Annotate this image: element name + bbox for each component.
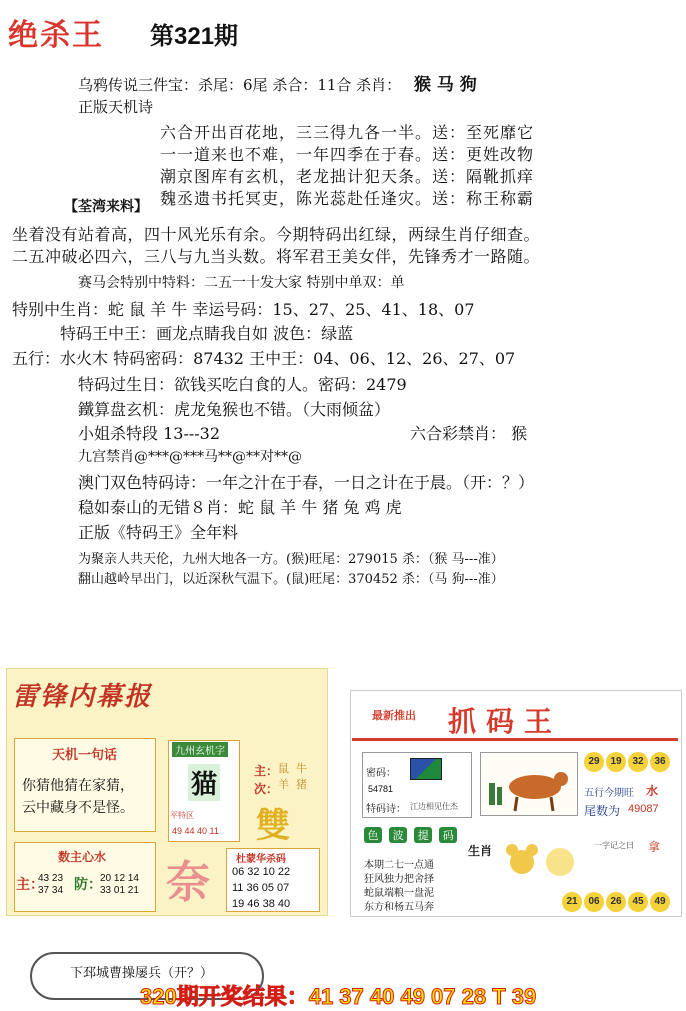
abacus-line: 鐵算盘玄机：虎龙兔猴也不错。（大雨倾盆） <box>78 400 391 419</box>
bull-leg-1 <box>515 797 517 811</box>
code-value: 54781 <box>368 784 394 794</box>
tail-value: 49087 <box>628 803 659 815</box>
right-poem-1: 本期二七一点通 <box>364 860 434 871</box>
yiji-value: 拿 <box>648 840 661 854</box>
heart-main-nums: 43 23 37 34 <box>38 873 64 896</box>
poem-value: 江边相见仕杰 <box>410 802 458 811</box>
kill-grid-row-3: 19 46 38 40 <box>232 898 291 910</box>
zhuamawang-title: 抓码王 <box>448 705 563 738</box>
right-poem-3: 蛇鼠端粮一盘泥 <box>364 888 434 899</box>
bull-icon <box>481 753 577 815</box>
big-char-double: 雙 <box>256 806 290 846</box>
birthday-line: 特码过生日：欲钱买吃白食的人。密码：2479 <box>78 375 407 394</box>
issue-number: 第321期 <box>150 23 239 50</box>
bull-head <box>554 772 568 786</box>
bull-body <box>509 775 561 799</box>
poem-line-2: 一一道来也不难，一年四季在于春。送：更姓改物 <box>160 145 535 164</box>
ban-line: 六合彩禁肖： 猴 <box>410 424 528 443</box>
side-main-label: 主： <box>254 764 279 778</box>
heart-heading: 数主心水 <box>58 850 107 864</box>
color-tag-3: 提 <box>414 827 432 843</box>
verse-line-1: 为聚亲人共天伦，九州大地各一方。(猴)旺尾：279015 杀：（猴 马---准） <box>78 552 504 567</box>
bottom-ball-5: 49 <box>650 892 670 912</box>
king-line: 特码王中王：画龙点睛我自如 波色：绿蓝 <box>60 324 354 343</box>
side-second-value: 牛 猪 <box>296 762 307 791</box>
riddle-box-line-2: 云中藏身不是怪。 <box>22 800 134 816</box>
right-poem-2: 狂风独力把舍择 <box>364 874 434 885</box>
color-tag-1: 色 <box>364 827 382 843</box>
zhuamawang-pre: 最新推出 <box>372 709 416 722</box>
bottom-ball-1: 21 <box>562 892 582 912</box>
riddle-box-heading: 天机一句话 <box>52 748 118 763</box>
racing-line: 赛马会特别中特料：二五一十发大家 特别中单双：单 <box>78 275 405 291</box>
riddle-line-1: 坐着没有站着高，四十风光乐有余。今期特码出红绿，两绿生肖仔细查。 <box>12 225 541 244</box>
color-tags <box>364 824 457 843</box>
top-ball-2: 19 <box>606 752 626 772</box>
bottle-1 <box>489 783 495 805</box>
wuxing-value: 水 <box>646 784 659 798</box>
cloud-text: 下邳城曹操屡兵（开？） <box>70 966 214 981</box>
poem-line-4: 魏丞遗书托冥吏，陈光蕊赴任逢灾。送：称王称霸 <box>160 189 535 208</box>
poem-label: 特码诗： <box>366 804 406 815</box>
bottle-2 <box>497 787 502 805</box>
ping-label: 平特区 <box>170 811 194 820</box>
color-tag-2: 波 <box>389 827 407 843</box>
bottom-ball-2: 06 <box>584 892 604 912</box>
leifeng-title: 雷锋内幕报 <box>12 682 153 712</box>
mouse-ear-1 <box>506 844 518 856</box>
logo-icon <box>410 758 442 780</box>
zodiac-line: 特别中生肖：蛇 鼠 羊 牛 幸运号码：15、27、25、41、18、07 <box>12 300 475 319</box>
elements-line: 五行：水火木 特码密码：87432 王中王：04、06、12、26、27、07 <box>12 349 516 368</box>
zone-heading: 九州玄机字 <box>172 742 228 757</box>
side-main-value: 鼠 羊 <box>278 762 289 791</box>
kill-animals: 猴 马 狗 <box>413 75 477 95</box>
heart-guard-nums: 20 12 14 33 01 21 <box>100 873 139 896</box>
macau-poem-line: 澳门双色特码诗：一年之汁在于春，一日之计在于晨。（开：？） <box>78 473 535 492</box>
top-ball-3: 32 <box>628 752 648 772</box>
poem-line-3: 潮京图库有玄机，老龙拙计犯天条。送：隔靴抓痒 <box>160 167 535 186</box>
riddle-line-2: 二五冲破必四六，三八与九当头数。将军君王美女伴，先锋秀才一路随。 <box>12 247 541 266</box>
side-second-label: 次： <box>254 782 279 796</box>
bottom-ball-4: 45 <box>628 892 648 912</box>
right-poem-4: 东方和杨五马奔 <box>364 902 434 913</box>
kill-grid-row-2: 11 36 05 07 <box>232 882 290 894</box>
riddle-box-line-1: 你猜他猜在家猜， <box>22 778 134 794</box>
mouse-ear-2 <box>526 844 538 856</box>
source-heading: 【荃湾来料】 <box>64 199 148 215</box>
kill-line <box>78 70 477 95</box>
sun-shape <box>546 848 574 876</box>
nine-palace-line: 九宫禁肖@***@***马**@**对**@ <box>78 449 302 465</box>
verse-line-2: 翻山越岭早出门，以近深秋气温下。(鼠)旺尾：370452 杀：（马 狗---准） <box>78 572 504 587</box>
wuxing-label: 五行今期旺 <box>584 788 634 799</box>
code-label: 密码： <box>366 768 396 779</box>
heart-main-label: 主： <box>16 877 44 893</box>
shengxiao-label: 生肖 <box>468 844 493 858</box>
big-char-cat: 猫 <box>188 764 220 801</box>
bottom-ball-3: 26 <box>606 892 626 912</box>
color-tag-4: 码 <box>439 827 457 843</box>
poem-line-1: 六合开出百花地，三三得九各一半。送：至死靡它 <box>160 123 535 142</box>
kill-line-text: 乌鸦传说三件宝：杀尾：6尾 杀合：11合 杀肖： <box>78 76 402 94</box>
big-char-nai: 奈 <box>166 857 210 908</box>
kill-grid-heading: 杜蒙华杀码 <box>236 854 286 865</box>
mouse-icon <box>500 838 580 886</box>
logo-text: 绝杀王 <box>8 18 104 53</box>
kill-grid-row-1: 06 32 10 22 <box>232 866 291 878</box>
yiji-label: 一字记之曰 <box>594 841 634 850</box>
bull-picture <box>480 752 578 816</box>
heart-guard-label: 防： <box>74 877 102 893</box>
cartoon-picture <box>500 838 580 886</box>
draw-result: 320期开奖结果：41 37 40 49 07 28 T 39 <box>140 984 537 1009</box>
ping-nums: 49 44 40 11 <box>172 826 219 836</box>
top-ball-1: 29 <box>584 752 604 772</box>
segment-line: 小姐杀特段 13---32 <box>78 424 221 443</box>
tail-label: 尾数为 <box>584 804 621 818</box>
top-ball-4: 36 <box>650 752 670 772</box>
annual-line: 正版《特码王》全年料 <box>78 523 239 542</box>
bull-leg-2 <box>551 797 553 811</box>
poem-heading: 正版天机诗 <box>78 98 154 116</box>
eight-zodiac-line: 稳如泰山的无错８肖：蛇 鼠 羊 牛 猪 兔 鸡 虎 <box>78 498 402 517</box>
